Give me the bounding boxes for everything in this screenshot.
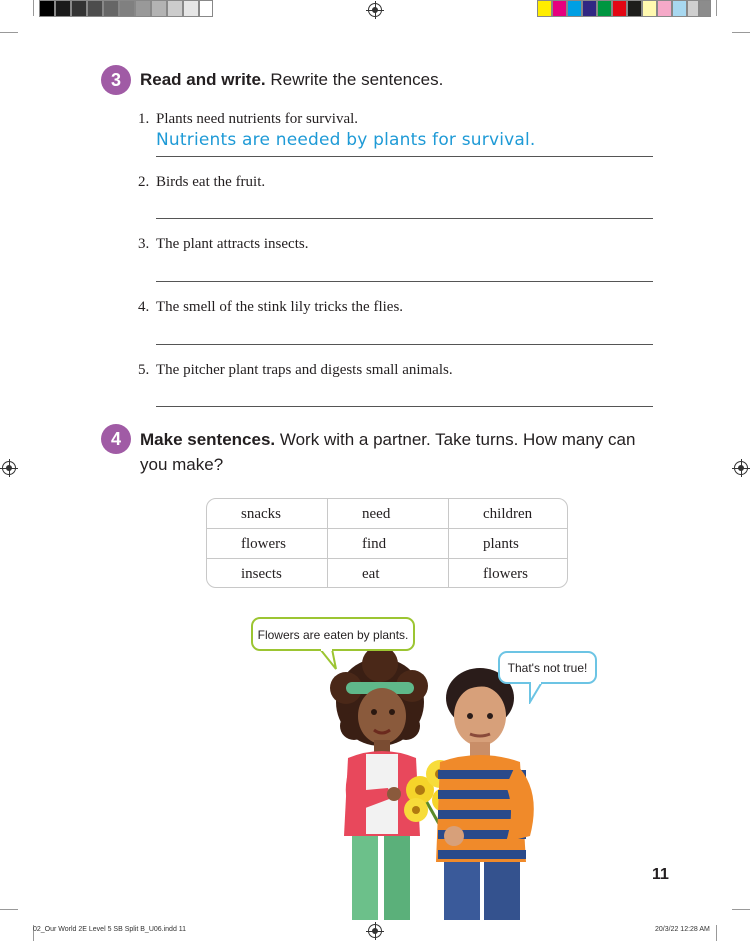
item-number: 3.: [138, 236, 150, 252]
gray-swatch: [71, 0, 87, 17]
section-3-title-rest: Rewrite the sentences.: [265, 70, 444, 89]
registration-mark-icon: [734, 461, 748, 475]
table-cell: insects: [241, 566, 282, 582]
gray-swatch: [183, 0, 199, 17]
registration-mark-icon: [368, 924, 382, 938]
section-4-title-bold: Make sentences.: [140, 430, 276, 449]
gray-swatch: [135, 0, 151, 17]
item-number: 4.: [138, 299, 150, 315]
item-text: The smell of the stink lily tricks the flies.: [156, 299, 404, 315]
registration-mark-icon: [368, 3, 382, 17]
answer-line-4[interactable]: [156, 344, 653, 345]
color-swatch: [672, 0, 687, 17]
item-number: 5.: [138, 362, 150, 378]
word-table: [206, 498, 568, 588]
crop-mark: [732, 909, 750, 910]
crop-mark: [732, 32, 750, 33]
table-cell: flowers: [483, 566, 528, 582]
girl-speech-text: Flowers are eaten by plants.: [257, 628, 409, 642]
example-answer: Nutrients are needed by plants for survival.: [156, 130, 536, 150]
gray-swatch: [103, 0, 119, 17]
exercise-item: [138, 236, 308, 253]
exercise-item: [138, 299, 403, 316]
table-cell: need: [362, 506, 391, 522]
gray-swatch: [199, 0, 213, 17]
crop-mark: [0, 32, 18, 33]
gray-swatch: [55, 0, 71, 17]
color-swatch: [657, 0, 672, 17]
section-3-badge: 3: [101, 65, 131, 95]
crop-mark: [33, 0, 34, 16]
boy-bubble-tail: [526, 682, 548, 704]
girl-bubble-tail: [318, 649, 340, 671]
color-swatch: [627, 0, 642, 17]
color-swatch: [552, 0, 567, 17]
section-3-heading: [140, 67, 443, 92]
color-swatch: [687, 0, 699, 17]
exercise-item: [138, 362, 453, 379]
table-cell: snacks: [241, 506, 281, 522]
section-4-heading: [140, 427, 635, 452]
answer-line-2[interactable]: [156, 218, 653, 219]
item-number: 2.: [138, 174, 150, 190]
color-swatch: [597, 0, 612, 17]
item-text: Plants need nutrients for survival.: [156, 111, 359, 127]
gray-swatch: [119, 0, 135, 17]
crop-mark: [0, 909, 18, 910]
girl-speech-bubble: [251, 617, 415, 651]
item-number: 1.: [138, 111, 150, 127]
table-cell: plants: [483, 536, 519, 552]
exercise-item: [138, 174, 265, 191]
boy-speech-text: That's not true!: [507, 661, 588, 675]
crop-mark: [716, 925, 717, 941]
color-swatch: [537, 0, 552, 17]
gray-swatch: [151, 0, 167, 17]
gray-swatch: [167, 0, 183, 17]
page-number: 11: [652, 866, 669, 883]
color-swatch: [567, 0, 582, 17]
table-cell: children: [483, 506, 533, 522]
table-cell: flowers: [241, 536, 286, 552]
section-3-title-bold: Read and write.: [140, 70, 266, 89]
color-bar: [537, 0, 711, 17]
table-cell: eat: [362, 566, 380, 582]
color-swatch: [699, 0, 711, 17]
crop-mark: [716, 0, 717, 16]
registration-mark-icon: [2, 461, 16, 475]
item-text: Birds eat the fruit.: [156, 174, 266, 190]
color-swatch: [582, 0, 597, 17]
footer-file-name: 02_Our World 2E Level 5 SB Split B_U06.indd 11: [33, 926, 187, 933]
answer-line-1[interactable]: [156, 156, 653, 157]
boy-speech-bubble: [498, 651, 597, 684]
boy-figure: [436, 668, 534, 920]
table-cell: find: [362, 536, 387, 552]
item-text: The pitcher plant traps and digests small animals.: [156, 362, 453, 378]
footer-timestamp: 20/3/22 12:28 AM: [655, 926, 710, 933]
color-swatch: [612, 0, 627, 17]
section-4-heading-line2: you make?: [140, 455, 224, 474]
exercise-item: [138, 111, 358, 128]
item-text: The plant attracts insects.: [156, 236, 309, 252]
section-4-title-rest: Work with a partner. Take turns. How many can: [275, 430, 636, 449]
section-4-badge: 4: [101, 424, 131, 454]
answer-line-5[interactable]: [156, 406, 653, 407]
gray-swatch: [87, 0, 103, 17]
grayscale-bar: [39, 0, 213, 17]
answer-line-3[interactable]: [156, 281, 653, 282]
gray-swatch: [39, 0, 55, 17]
color-swatch: [642, 0, 657, 17]
